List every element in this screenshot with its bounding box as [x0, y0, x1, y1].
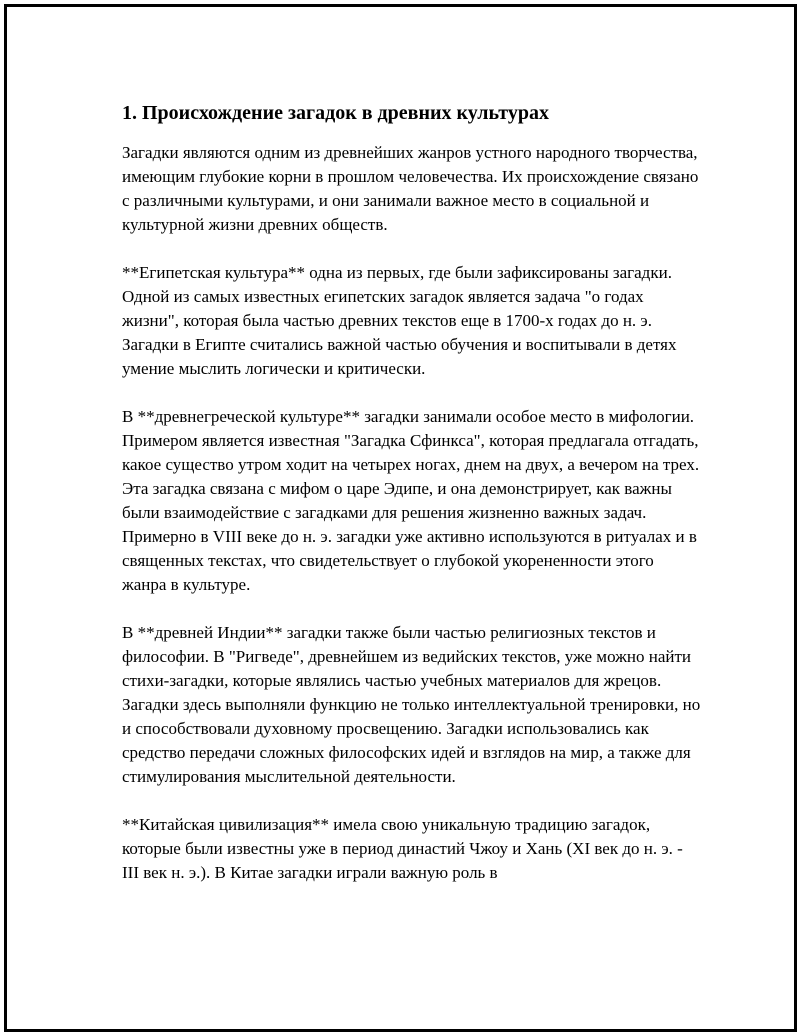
paragraph-greece: В **древнегреческой культуре** загадки занимали особое место в мифологии. Примером является известная "Загадка Сфинкса", которая предлагала отгадать, какое существо утром ходит на четырех ногах, днем на двух, а вечером на трех. Эта загадка связана с мифом о царе Эдипе, и она демонстрирует, как важны были взаимодействие с загадками для решения жизненно важных задач. Примерно в VIII веке до н. э. загадки уже активно используются в ритуалах и в священных текстах, что свидетельствует о глубокой укорененности этого жанра в культуре. — [122, 407, 700, 594]
paragraph-china: **Китайская цивилизация** имела свою уникальную традицию загадок, которые были известны уже в период династий Чжоу и Хань (XI век до н. э. - III век н. э.). В Китае загадки играли важную роль в — [122, 815, 683, 882]
paragraph-intro: Загадки являются одним из древнейших жанров устного народного творчества, имеющим глубокие корни в прошлом человечества. Их происхождение связано с различными культурами, и они занимали важное место в социальной и культурной жизни древних обществ. — [122, 143, 699, 234]
paragraph-egypt: **Египетская культура** одна из первых, где были зафиксированы загадки. Одной из самых известных египетских загадок является задача "о годах жизни", которая была частью древних текстов еще в 1700-х годах до н. э. Загадки в Египте считались важной частью обучения и воспитывали в детях умение мыслить логически и критически. — [122, 263, 677, 378]
page-frame — [4, 4, 797, 1032]
section-heading: 1. Происхождение загадок в древних культурах — [122, 102, 549, 124]
document-body — [122, 99, 702, 909]
paragraph-india: В **древней Индии** загадки также были частью религиозных текстов и философии. В "Ригведе", древнейшем из ведийских текстов, уже можно найти стихи-загадки, которые являлись частью учебных материалов для жрецов. Загадки здесь выполняли функцию не только интеллектуальной тренировки, но и способствовали духовному просвещению. Загадки использовались как средство передачи сложных философских идей и взглядов на мир, а также для стимулирования мыслительной деятельности. — [122, 623, 701, 786]
